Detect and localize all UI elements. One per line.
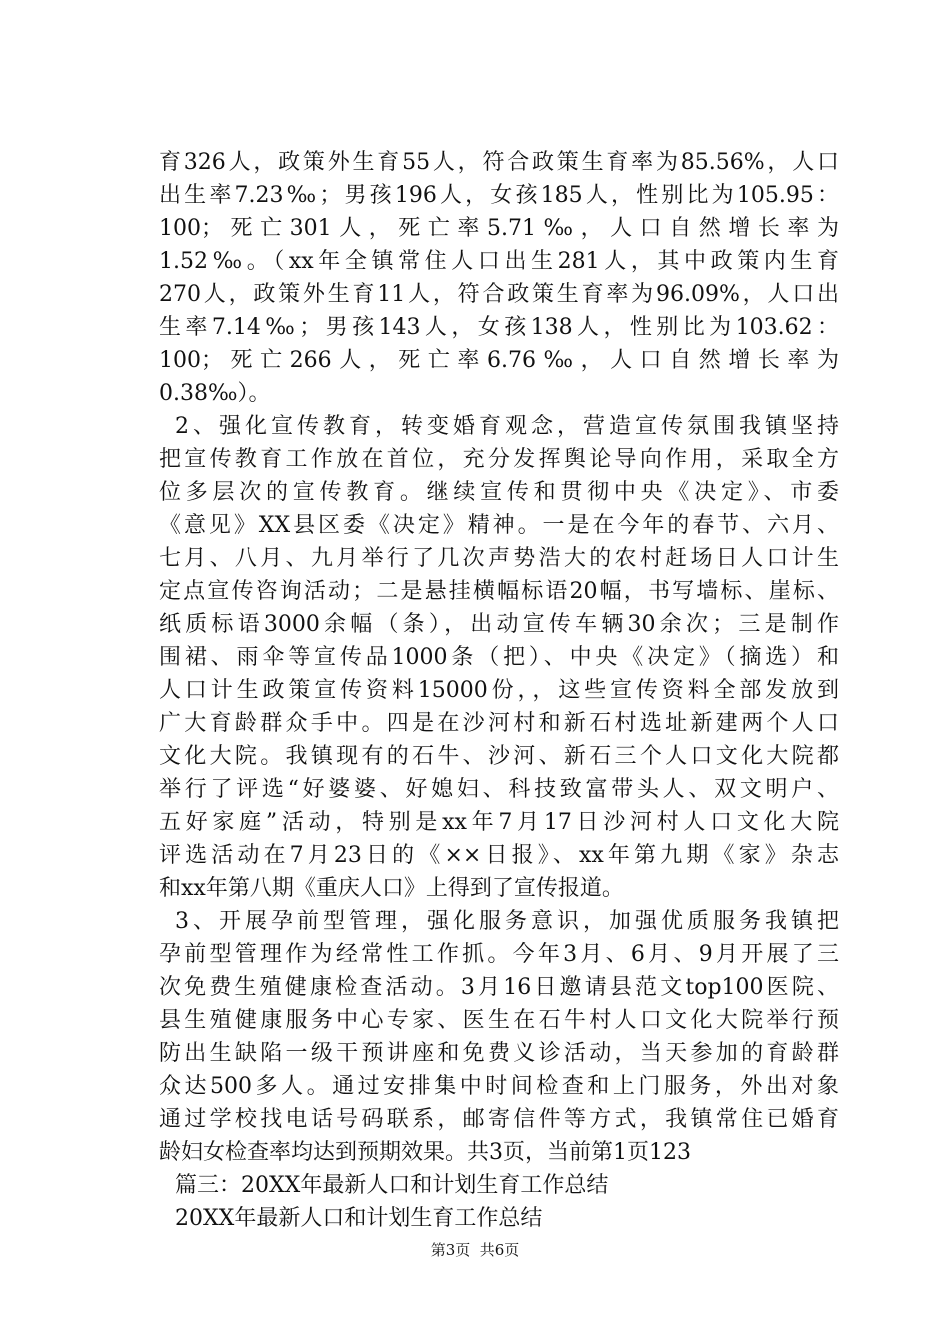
text-line: 生率7.14‰；男孩143人，女孩138人，性别比为103.62： bbox=[159, 315, 839, 340]
text-line: 把宣传教育工作放在首位，充分发挥舆论导向作用，采取全方 bbox=[159, 447, 839, 472]
text-line: 纸质标语3000余幅（条），出动宣传车辆30余次；三是制作 bbox=[159, 612, 839, 637]
text-line: 位多层次的宣传教育。继续宣传和贯彻中央《决定》、市委 bbox=[159, 480, 839, 505]
text-line: 次免费生殖健康检查活动。3月16日邀请县范文top100医院、 bbox=[159, 975, 839, 1000]
text-line: 人口计生政策宣传资料15000份，，这些宣传资料全部发放到 bbox=[159, 678, 839, 703]
text-line: 2、强化宣传教育，转变婚育观念，营造宣传氛围我镇坚持 bbox=[175, 414, 839, 439]
text-line: 举行了评选“好婆婆、好媳妇、科技致富带头人、双文明户、 bbox=[159, 777, 839, 802]
text-line: 出生率7.23‰；男孩196人，女孩185人，性别比为105.95： bbox=[159, 183, 839, 208]
text-line: 1.52‰。（xx年全镇常住人口出生281人，其中政策内生育 bbox=[159, 249, 839, 274]
text-line: 育326人，政策外生育55人，符合政策生育率为85.56%，人口 bbox=[159, 150, 839, 175]
text-line: 围裙、雨伞等宣传品1000条（把）、中央《决定》（摘选）和 bbox=[159, 645, 839, 670]
text-line: 防出生缺陷一级干预讲座和免费义诊活动，当天参加的育龄群 bbox=[159, 1041, 839, 1066]
text-line: 篇三：20XX年最新人口和计划生育工作总结 bbox=[175, 1173, 609, 1198]
text-line: 《意见》XX县区委《决定》精神。一是在今年的春节、六月、 bbox=[159, 513, 839, 538]
text-line: 县生殖健康服务中心专家、医生在石牛村人口文化大院举行预 bbox=[159, 1008, 839, 1033]
text-line: 3、开展孕前型管理，强化服务意识，加强优质服务我镇把 bbox=[175, 909, 839, 934]
text-line: 龄妇女检查率均达到预期效果。共3页，当前第1页123 bbox=[159, 1140, 691, 1165]
text-line: 0.38‰）。 bbox=[159, 381, 271, 406]
document-body bbox=[159, 146, 839, 1235]
text-line: 广大育龄群众手中。四是在沙河村和新石村选址新建两个人口 bbox=[159, 711, 839, 736]
text-line: 通过学校找电话号码联系，邮寄信件等方式，我镇常住已婚育 bbox=[159, 1107, 839, 1132]
text-line: 孕前型管理作为经常性工作抓。今年3月、6月、9月开展了三 bbox=[159, 942, 839, 967]
text-line: 和xx年第八期《重庆人口》上得到了宣传报道。 bbox=[159, 876, 624, 901]
text-line: 定点宣传咨询活动；二是悬挂横幅标语20幅，书写墙标、崖标、 bbox=[159, 579, 839, 604]
text-line: 众达500多人。通过安排集中时间检查和上门服务，外出对象 bbox=[159, 1074, 839, 1099]
text-line: 文化大院。我镇现有的石牛、沙河、新石三个人口文化大院都 bbox=[159, 744, 839, 769]
text-line: 五好家庭”活动，特别是xx年7月17日沙河村人口文化大院 bbox=[159, 810, 839, 835]
text-line: 七月、八月、九月举行了几次声势浩大的农村赶场日人口计生 bbox=[159, 546, 839, 571]
text-line: 100；死亡301人，死亡率5.71‰，人口自然增长率为 bbox=[159, 216, 839, 241]
page-footer: 第3页 共6页 bbox=[430, 1241, 520, 1259]
text-line: 270人，政策外生育11人，符合政策生育率为96.09%，人口出 bbox=[159, 282, 839, 307]
text-line: 100；死亡266人，死亡率6.76‰，人口自然增长率为 bbox=[159, 348, 839, 373]
text-line: 20XX年最新人口和计划生育工作总结 bbox=[175, 1206, 543, 1231]
text-line: 评选活动在7月23日的《××日报》、xx年第九期《家》杂志 bbox=[159, 843, 839, 868]
